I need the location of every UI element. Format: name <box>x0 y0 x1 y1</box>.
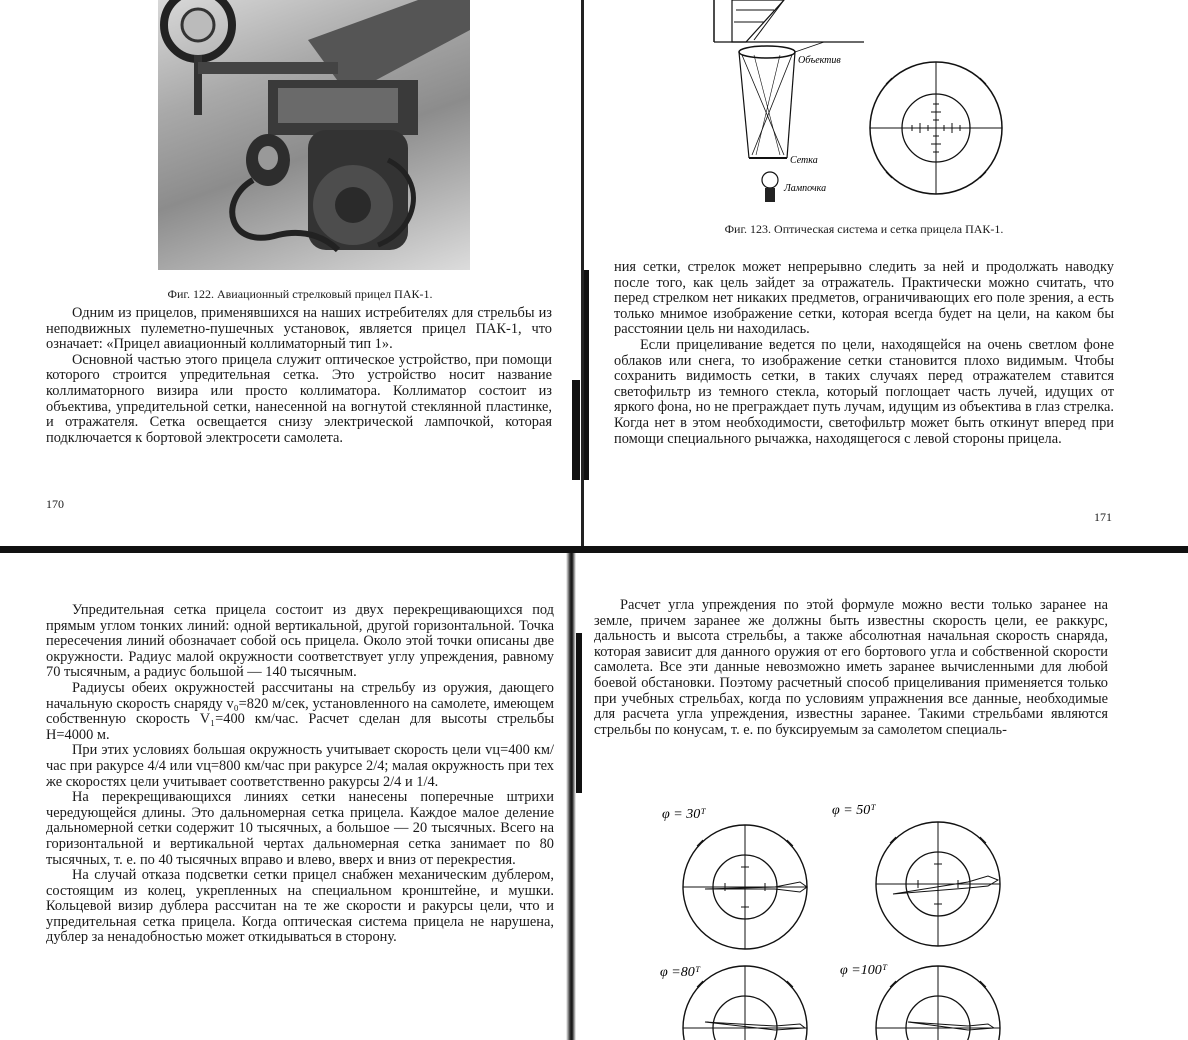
spread-divider <box>0 546 1188 553</box>
objective-label: Объектив <box>798 55 841 66</box>
scan-shadow <box>576 633 582 793</box>
page-171-text <box>614 260 1114 447</box>
paragraph: Расчет угла упреждения по этой формуле можно вести только заранее на земле, причем заранее же должны быть известны скорость цели, ее раккурс, дальность и высота стрельбы, а также абсолютная начальная скорость снаряда, которая зависит для данного оружия от его бортового угла и собственной скорости самолета. Все эти данные невозможно иметь заранее вычисленными для любой боевой обстановки. Поэтому расчетный способ прицеливания применяется только при учебных стрельбах, когда по условиям упражнения все данные, необходимые для расчета угла упреждения, известны заранее. Такими стрельбами являются стрельбы по конусам, т. е. по буксируемым за самолетом специаль- <box>594 597 1108 738</box>
paragraph: Если прицеливание ведется по цели, находящейся на очень светлом фоне облаков или снега, то изображение сетки становится плохо видимым. Чтобы сохранить видимость сетки, в таких случаях перед отражателем ставится светофильтр из темного стекла, который поглощает часть лучей, идущих от яркого фона, но не преграждает путь лучам, идущим из объектива в глаз стрелка. Когда нет в этом необходимости, светофильтр может быть откинут вперед при помощи специального рычажка, находящегося с левой стороны прицела. <box>614 336 1114 447</box>
page-170 <box>0 0 581 546</box>
paragraph: При этих условиях большая окружность учитывает скорость цели vц=400 км/час при ракурсе 4/4 или vц=800 км/час при ракурсе 2/4; малая окружность при тех же скоростях цели учитывает соответственно ракурсы 2/4 и 1/4. <box>46 742 554 790</box>
paragraph: На перекрещивающихся линиях сетки нанесены поперечные штрихи чередующейся длины. Это дальномерная сетка прицела. Каждое малое деление дальномерной сетки содержит 10 тысячных, а большое — 20 тысячных. Всего на горизонтальной и вертикальной чертах дальномерная сетка занимает по 80 тысячных, т. е. по 40 тысячных вправо и влево, вверх и вниз от перекрестия. <box>46 789 554 868</box>
scan-shadow <box>572 380 580 480</box>
phi-50-label: φ = 50ᵀ <box>832 803 876 818</box>
sight-photo-illustration <box>158 0 470 270</box>
figure-122-caption: Фиг. 122. Авиационный стрелковый прицел ПАК-1. <box>167 287 433 301</box>
phi-30-label: φ = 30ᵀ <box>662 807 706 822</box>
page-173 <box>576 553 1188 1040</box>
paragraph: Упредительная сетка прицела состоит из двух перекрещивающихся под прямым углом тонких линий: одной вертикальной, другой горизонтальной. Точка пересечения линий обозначает собой ось прицела. Около этой точки описаны две окружности. Радиус малой окружности соответствует углу упреждения, равному 70 тысячным, а радиус большой — 140 тысячным. <box>46 602 554 681</box>
paragraph: Одним из прицелов, применявшихся на наших истребителях для стрельбы из неподвижных пулеметно-пушечных установок, является прицел ПАК-1, что означает: «Прицел авиационный коллиматорный тип 1». <box>46 305 552 353</box>
page-number: 171 <box>1094 510 1112 524</box>
page-172-text <box>46 603 554 946</box>
scan-shadow <box>584 270 589 480</box>
page-173-text <box>594 598 1108 738</box>
grid-label: Сетка <box>790 155 818 166</box>
reticle-phi-100 <box>876 966 1000 1040</box>
paragraph: Основной частью этого прицела служит оптическое устройство, при помощи которого строится упредительная сетка. Это устройство носит название коллиматорного визира или просто коллиматора. Коллиматор состоит из объектива, упредительной сетки, нанесенной на вогнутой стеклянной пластинке, и отражателя. Сетка освещается снизу электрической лампочкой, которая подключается к бортовой электросети самолета. <box>46 351 552 446</box>
reticle-phi-80 <box>683 966 807 1040</box>
phi-80-label: φ =80ᵀ <box>660 965 701 980</box>
paragraph: ния сетки, стрелок может непрерывно следить за ней и продолжать наводку после того, как цель зайдет за отражатель. Практически можно считать, что перед стрелком нет никаких предметов, ограничивающих его поле зрения, а есть только мнимое изображение сетки, которая всегда будет на цели, на каком бы расстоянии цель ни находилась. <box>614 259 1114 338</box>
paragraph: Радиусы обеих окружностей рассчитаны на стрельбу из оружия, дающего начальную скорость снаряду v₀=820 м/сек, установленного на самолете, имеющем собственную скорость V₁=400 км/час. Расчет сделан для высоты стрельбы H=4000 м. <box>46 679 554 743</box>
reticle-phi-50 <box>876 822 1000 946</box>
page-172 <box>0 553 566 1040</box>
figure-123-caption: Фиг. 123. Оптическая система и сетка прицела ПАК-1. <box>724 222 1004 236</box>
paragraph: На случай отказа подсветки сетки прицел снабжен механическим дублером, состоящим из колец, укрепленных на специальном кронштейне, и мушки. Кольцевой визир дублера рассчитан на те же скорости и ракурсы цели, что и упредительная сетка прицела. Когда оптическая система прицела не нарушена, дублер за ненадобностью может откидываться в сторону. <box>46 867 554 946</box>
reticle-phi-30 <box>683 825 807 949</box>
phi-100-label: φ =100ᵀ <box>840 963 888 978</box>
optical-system-diagram <box>584 0 1188 230</box>
page-170-text <box>46 306 552 446</box>
sight-pak1-photo <box>158 0 470 270</box>
page-171 <box>584 0 1188 546</box>
reticle-examples-diagram <box>576 800 1176 1040</box>
lamp-label: Лампочка <box>784 183 827 194</box>
page-gutter <box>566 553 576 1040</box>
reticle-diagram <box>870 62 1002 194</box>
page-number: 170 <box>46 497 64 511</box>
